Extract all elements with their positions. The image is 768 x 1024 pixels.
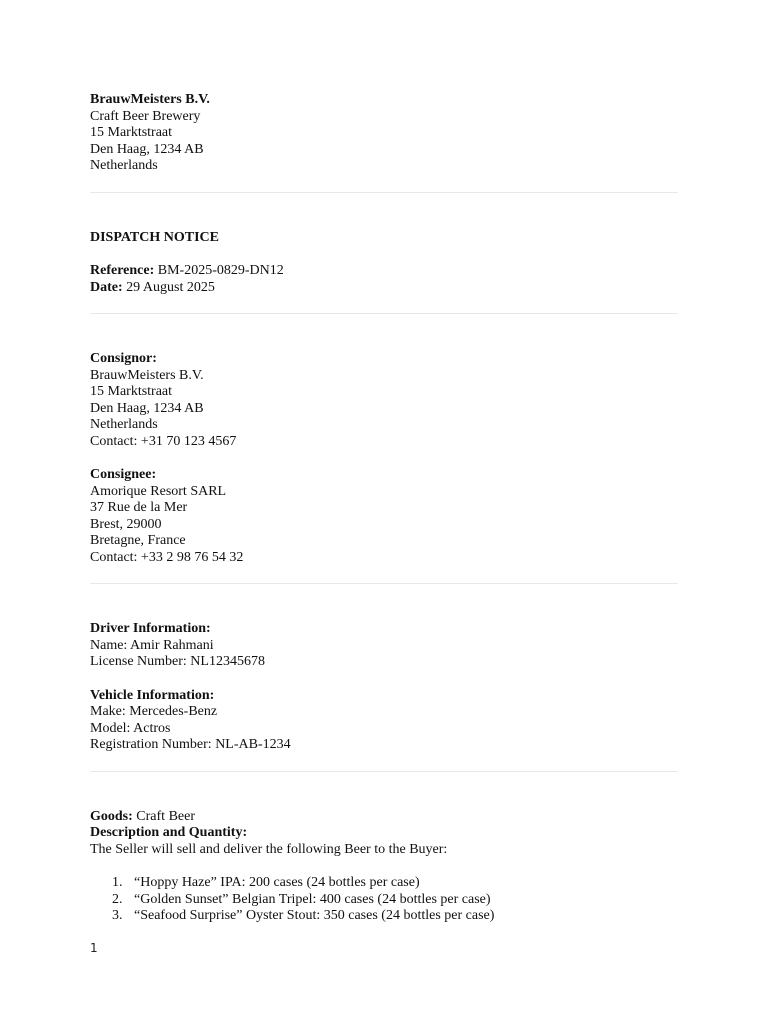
consignor-country: Netherlands — [90, 417, 158, 432]
vehicle-heading: Vehicle Information: — [90, 687, 215, 703]
date-line — [90, 280, 678, 297]
letterhead — [90, 92, 678, 175]
page-number: 1 — [90, 941, 98, 955]
document-page — [90, 92, 678, 925]
goods-label: Goods: — [90, 808, 133, 824]
company-name: BrauwMeisters B.V. — [90, 92, 210, 107]
list-item — [90, 892, 678, 909]
list-item-number: 2. — [112, 891, 123, 907]
driver-license: License Number: NL12345678 — [90, 654, 265, 669]
consignor-city: Den Haag, 1234 AB — [90, 400, 204, 416]
consignor-street: 15 Marktstraat — [90, 384, 173, 399]
consignor-name: BrauwMeisters B.V. — [90, 367, 204, 383]
description-heading: Description and Quantity: — [90, 825, 248, 840]
consignee-name: Amorique Resort SARL — [90, 483, 227, 499]
list-item — [90, 875, 678, 892]
separator — [90, 583, 678, 584]
separator — [90, 771, 678, 772]
list-item-number: 1. — [112, 875, 123, 890]
company-tagline: Craft Beer Brewery — [90, 108, 201, 124]
date-label: Date: — [90, 279, 123, 295]
consignee-region: Bretagne, France — [90, 533, 186, 548]
driver-block — [90, 621, 678, 671]
driver-heading: Driver Information: — [90, 621, 211, 636]
company-country: Netherlands — [90, 158, 158, 173]
consignor-contact: Contact: +31 70 123 4567 — [90, 433, 237, 449]
company-city: Den Haag, 1234 AB — [90, 141, 204, 157]
date-value: 29 August 2025 — [126, 279, 215, 295]
consignee-block — [90, 467, 678, 566]
consignor-block — [90, 351, 678, 450]
reference-label: Reference: — [90, 263, 155, 278]
vehicle-make: Make: Mercedes-Benz — [90, 704, 218, 719]
list-item — [90, 908, 678, 925]
vehicle-model: Model: Actros — [90, 720, 171, 736]
consignee-city: Brest, 29000 — [90, 516, 162, 532]
consignee-heading: Consignee: — [90, 467, 157, 482]
consignor-heading: Consignor: — [90, 351, 157, 366]
vehicle-block — [90, 688, 678, 754]
notice-header — [90, 230, 678, 297]
vehicle-registration: Registration Number: NL-AB-1234 — [90, 737, 291, 752]
company-street: 15 Marktstraat — [90, 125, 173, 140]
list-item-text: “Hoppy Haze” IPA: 200 cases (24 bottles per case) — [134, 875, 420, 890]
goods-intro: The Seller will sell and deliver the following Beer to the Buyer: — [90, 841, 448, 857]
goods-line — [90, 809, 678, 826]
list-item-text: “Golden Sunset” Belgian Tripel: 400 cases (24 bottles per case) — [134, 891, 491, 907]
separator — [90, 192, 678, 193]
goods-block — [90, 809, 678, 925]
consignee-street: 37 Rue de la Mer — [90, 500, 188, 515]
list-item-number: 3. — [112, 908, 123, 923]
document-title: DISPATCH NOTICE — [90, 229, 220, 245]
reference-line — [90, 263, 678, 280]
reference-value: BM-2025-0829-DN12 — [157, 263, 284, 278]
goods-value: Craft Beer — [136, 808, 195, 824]
consignee-contact: Contact: +33 2 98 76 54 32 — [90, 549, 244, 565]
separator — [90, 313, 678, 314]
goods-list — [90, 875, 678, 925]
list-item-text: “Seafood Surprise” Oyster Stout: 350 cases (24 bottles per case) — [134, 908, 495, 923]
driver-name: Name: Amir Rahmani — [90, 637, 214, 653]
